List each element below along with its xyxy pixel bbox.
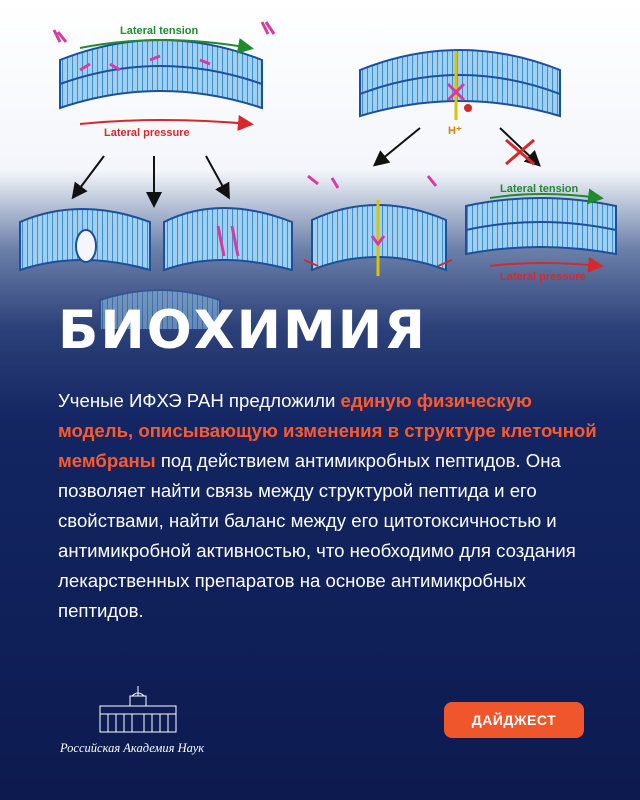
membrane-bottom-right xyxy=(466,198,616,254)
membrane-top-right xyxy=(360,50,560,120)
lateral-tension-label-top: Lateral tension xyxy=(120,25,199,37)
article-text xyxy=(58,386,598,626)
membrane-bottom-left-1 xyxy=(20,209,150,270)
proton-label: H⁺ xyxy=(448,125,462,137)
membrane-bottom-middle xyxy=(304,176,452,276)
page-title: БИОХИМИЯ xyxy=(58,300,427,361)
lateral-pressure-label-right: Lateral pressure xyxy=(500,271,586,283)
lateral-tension-label-right: Lateral tension xyxy=(500,183,579,195)
academy-logo xyxy=(58,682,228,762)
article-intro: Ученые ИФХЭ РАН предложили xyxy=(58,390,341,411)
lateral-pressure-label-top: Lateral pressure xyxy=(104,127,190,139)
academy-building-icon xyxy=(58,682,228,762)
membrane-bottom-left-2 xyxy=(164,208,292,270)
membrane-top-left xyxy=(60,40,262,108)
article-rest: под действием антимикробных пептидов. Она позволяет найти связь между структурой пептида и его свойствами, найти баланс между его цитотоксичностью и антимикробной активностью, что необходимо для создания лекарственных препаратов на основе антимикробных пептидов. xyxy=(58,450,576,621)
digest-badge[interactable]: ДАЙДЖЕСТ xyxy=(444,702,584,738)
membrane-diagram xyxy=(0,0,640,330)
article-highlight: единую физическую модель, описывающую изменения в структуре клеточной мембраны xyxy=(58,390,597,471)
academy-caption: Российская Академия Наук xyxy=(60,741,205,755)
